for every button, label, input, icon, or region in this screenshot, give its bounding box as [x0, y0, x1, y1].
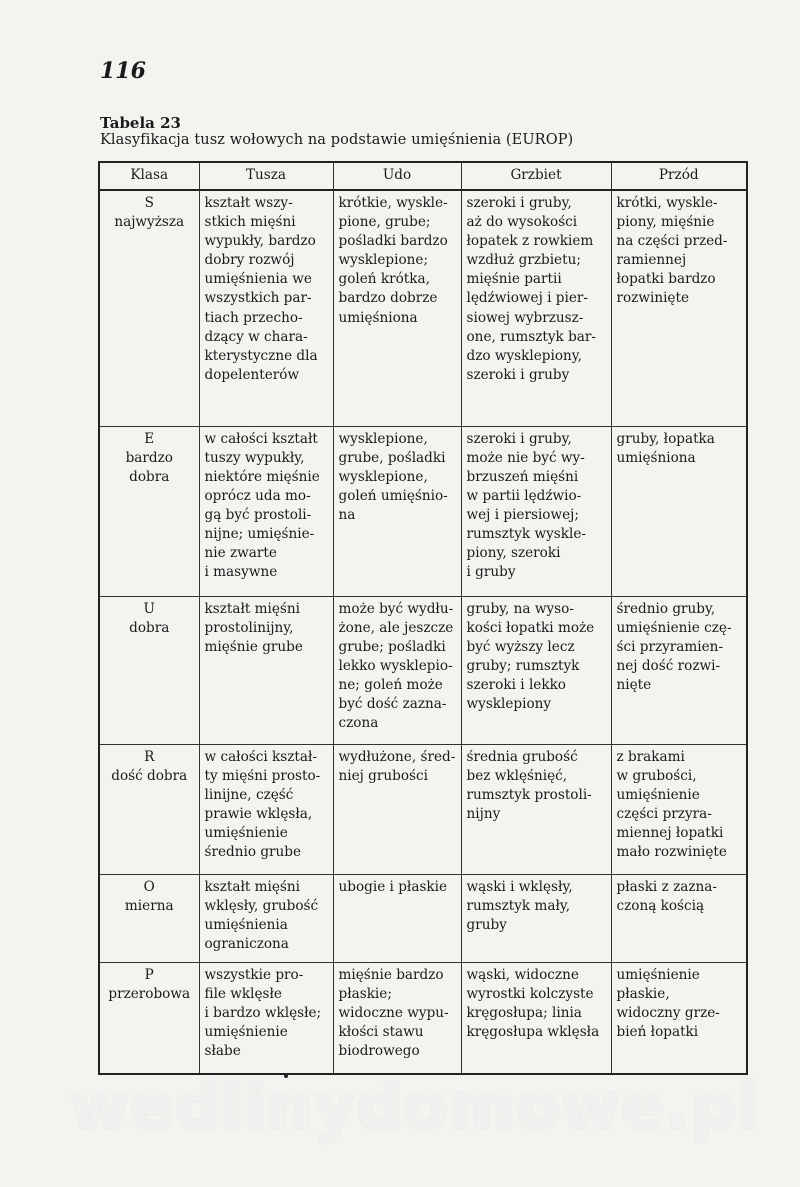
klasa-cell [99, 596, 199, 744]
klasa-cell [99, 874, 199, 962]
tusza-cell: kształt mięśni wklęsły, grubość umięśnienia ograniczona [199, 874, 333, 962]
przod-cell: płaski z zazna- czoną kością [611, 874, 747, 962]
table-caption: Klasyfikacja tusz wołowych na podstawie umięśnienia (EUROP) [100, 132, 574, 148]
przod-cell: średnio gruby, umięśnienie czę- ści przyramien- nej dość rozwi- nięte [611, 596, 747, 744]
tusza-cell: w całości kształ- ty mięśni prosto- linijne, część prawie wklęsła, umięśnienie średnio grube [199, 744, 333, 874]
grzbiet-cell: średnia grubość bez wklęśnięć, rumsztyk prostoli- nijny [461, 744, 611, 874]
udo-cell: krótkie, wyskle- pione, grube; pośladki bardzo wysklepione; goleń krótka, bardzo dobrze umięśniona [333, 190, 461, 426]
udo-cell: może być wydłu- żone, ale jeszcze grube; pośladki lekko wysklepio- ne; goleń może być dość zazna- czona [333, 596, 461, 744]
class-letter: S [144, 195, 154, 211]
przod-cell: z brakami w grubości, umięśnienie części przyra- miennej łopatki mało rozwinięte [611, 744, 747, 874]
klasa-cell [99, 190, 199, 426]
klasa-cell [99, 426, 199, 596]
udo-cell: mięśnie bardzo płaskie; widoczne wypu- kłości stawu biodrowego [333, 962, 461, 1074]
column-header-grzbiet: Grzbiet [461, 162, 611, 190]
class-letter: O [143, 878, 155, 895]
class-grade: dość dobra [111, 767, 188, 784]
przod-cell: gruby, łopatka umięśniona [611, 426, 747, 596]
classification-table [98, 161, 748, 1075]
przod-cell: krótki, wyskle- piony, mięśnie na części przed- ramiennej łopatki bardzo rozwinięte [611, 190, 747, 426]
grzbiet-cell: szeroki i gruby, może nie być wy- brzuszeń mięśni w partii lędźwio- wej i piersiowej; rumsztyk wyskle- piony, szeroki i gruby [461, 426, 611, 596]
class-grade: bardzo dobra [125, 449, 173, 485]
column-header-udo: Udo [333, 162, 461, 190]
table-row [99, 744, 747, 874]
watermark-text: wedlinydomowe.pl [70, 1070, 761, 1144]
table-row [99, 190, 747, 426]
table-row [99, 962, 747, 1074]
table-row [99, 426, 747, 596]
przod-cell: umięśnienie płaskie, widoczny grze- bień łopatki [611, 962, 747, 1074]
class-grade: najwyższa [114, 214, 185, 231]
grzbiet-cell: szeroki i gruby, aż do wysokości łopatek z rowkiem wzdłuż grzbietu; mięśnie partii lędźwiowej i pier- siowej wybrzusz- one, rumsztyk bar- dzo wysklepiony, szeroki i gruby [461, 190, 611, 426]
column-header-przod: Przód [611, 162, 747, 190]
udo-cell: wysklepione, grube, pośladki wysklepione, goleń umięśnio- na [333, 426, 461, 596]
class-letter: U [143, 600, 155, 617]
table-title: Tabela 23 [100, 114, 181, 132]
grzbiet-cell: wąski i wklęsły, rumsztyk mały, gruby [461, 874, 611, 962]
class-grade: dobra [129, 619, 170, 636]
klasa-cell [99, 744, 199, 874]
tusza-cell: wszystkie pro- file wklęsłe i bardzo wklęsłe; umięśnienie słabe [199, 962, 333, 1074]
column-header-klasa: Klasa [99, 162, 199, 190]
class-letter: P [144, 966, 154, 983]
table-row [99, 874, 747, 962]
class-grade: mierna [124, 897, 174, 914]
udo-cell: ubogie i płaskie [333, 874, 461, 962]
tusza-cell: w całości kształt tuszy wypukły, niektóre mięśnie oprócz uda mo- gą być prostoli- nijne; umięśnie- nie zwarte i masywne [199, 426, 333, 596]
tusza-cell: kształt mięśni prostolinijny, mięśnie grube [199, 596, 333, 744]
tusza-cell: kształt wszy- stkich mięśni wypukły, bardzo dobry rozwój umięśnienia we wszystkich par- tiach przecho- dzący w chara- kterystyczne dla dopelenterów [199, 190, 333, 426]
grzbiet-cell: wąski, widoczne wyrostki kolczyste kręgosłupa; linia kręgosłupa wklęsła [461, 962, 611, 1074]
table-row [99, 596, 747, 744]
class-letter: E [144, 430, 155, 447]
table-header-row [99, 162, 747, 190]
class-grade: przerobowa [108, 985, 191, 1002]
grzbiet-cell: gruby, na wyso- kości łopatki może być wyższy lecz gruby; rumsztyk szeroki i lekko wysklepiony [461, 596, 611, 744]
class-letter: R [144, 748, 155, 765]
page-number: 116 [100, 58, 146, 84]
column-header-tusza: Tusza [199, 162, 333, 190]
udo-cell: wydłużone, śred- niej grubości [333, 744, 461, 874]
klasa-cell [99, 962, 199, 1074]
